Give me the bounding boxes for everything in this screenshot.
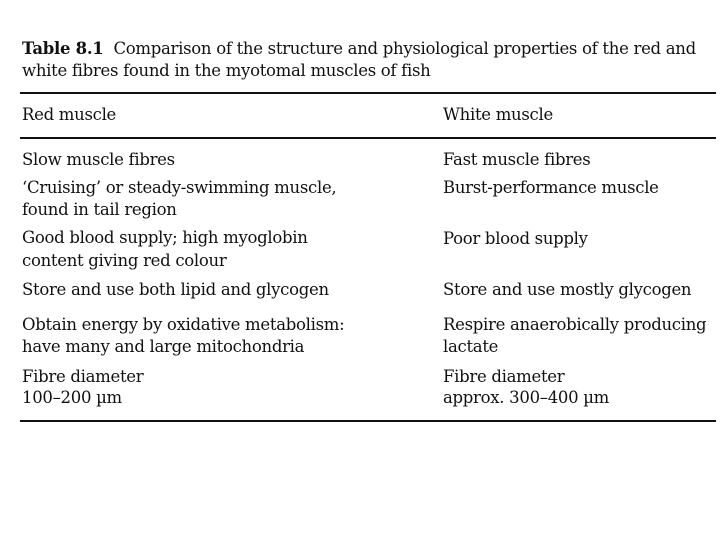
- white-cell: lactate: [443, 337, 499, 356]
- red-cell: Fibre diameter: [22, 367, 144, 386]
- red-cell: content giving red colour: [22, 251, 227, 270]
- red-cell: Good blood supply; high myoglobin: [22, 228, 308, 247]
- table-label: Table 8.1: [22, 39, 104, 58]
- red-cell: found in tail region: [22, 200, 177, 219]
- white-cell: Poor blood supply: [443, 229, 588, 248]
- top-rule: [20, 92, 716, 94]
- white-cell: Fast muscle fibres: [443, 150, 591, 169]
- white-cell: Burst-performance muscle: [443, 178, 659, 197]
- white-cell: approx. 300–400 µm: [443, 388, 610, 407]
- table-caption: [22, 38, 720, 82]
- caption-text: Comparison of the structure and physiological properties of the red and white fibres found in the myotomal muscles of fish: [22, 39, 696, 80]
- red-cell: Obtain energy by oxidative metabolism:: [22, 315, 345, 334]
- white-cell: Fibre diameter: [443, 367, 565, 386]
- red-cell: 100–200 µm: [22, 388, 122, 407]
- red-cell: have many and large mitochondria: [22, 337, 305, 356]
- header-rule: [20, 137, 716, 139]
- white-cell: Respire anaerobically producing: [443, 315, 707, 334]
- red-cell: ‘Cruising’ or steady-swimming muscle,: [22, 178, 337, 197]
- header-red: Red muscle: [22, 105, 117, 124]
- white-cell: Store and use mostly glycogen: [443, 280, 692, 299]
- red-cell: Store and use both lipid and glycogen: [22, 280, 329, 299]
- header-white: White muscle: [443, 105, 553, 124]
- red-cell: Slow muscle fibres: [22, 150, 175, 169]
- bottom-rule: [20, 420, 716, 422]
